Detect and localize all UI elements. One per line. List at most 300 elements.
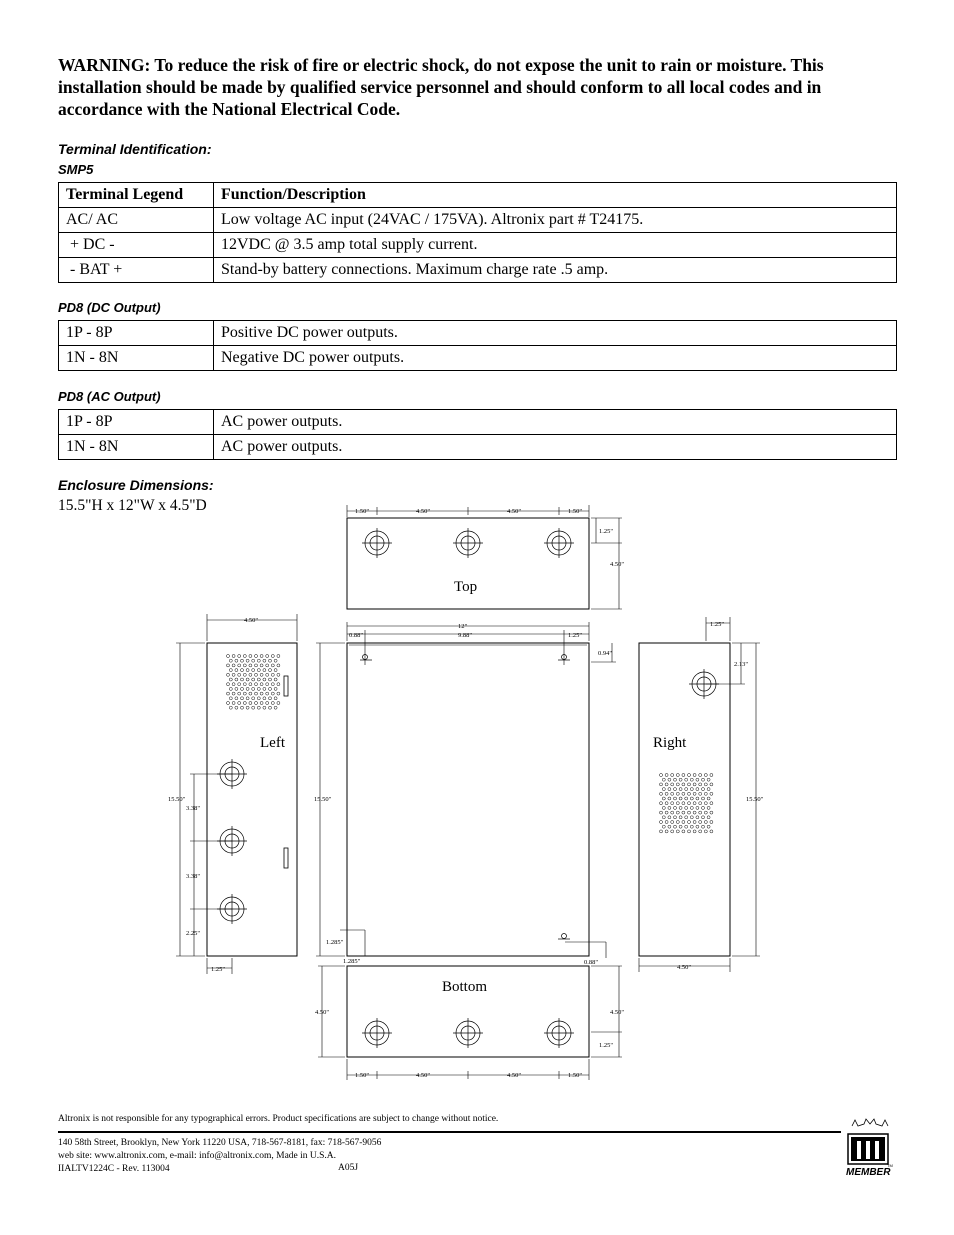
vent-hole	[699, 811, 702, 814]
vent-hole	[255, 683, 258, 686]
vent-hole	[255, 673, 258, 676]
vent-hole	[690, 788, 693, 791]
vent-hole	[246, 669, 249, 672]
vent-hole	[229, 697, 232, 700]
vent-hole	[674, 806, 677, 809]
vent-hole	[257, 678, 260, 681]
vent-hole	[690, 806, 693, 809]
knockout-hole	[453, 528, 483, 558]
vent-hole	[685, 797, 688, 800]
vent-hole	[274, 706, 277, 709]
knockout-hole	[362, 1018, 392, 1048]
vent-hole	[674, 788, 677, 791]
vent-hole	[235, 706, 238, 709]
table-cell: AC power outputs.	[214, 435, 897, 460]
table-cell: Negative DC power outputs.	[214, 346, 897, 371]
vent-hole	[671, 802, 674, 805]
table-cell: - BAT +	[59, 258, 214, 283]
vent-hole	[277, 702, 280, 705]
vent-hole	[688, 802, 691, 805]
vent-hole	[668, 816, 671, 819]
vent-hole	[685, 788, 688, 791]
vent-hole	[662, 806, 665, 809]
vent-hole	[660, 811, 663, 814]
vent-hole	[671, 774, 674, 777]
knockout-hole	[217, 759, 247, 789]
vent-hole	[269, 697, 272, 700]
vent-hole	[269, 669, 272, 672]
vent-hole	[266, 692, 269, 695]
dim-label: 0.88"	[349, 632, 364, 639]
vent-hole	[260, 673, 263, 676]
vent-hole	[243, 702, 246, 705]
vent-hole	[688, 811, 691, 814]
vent-hole	[660, 802, 663, 805]
vent-hole	[266, 702, 269, 705]
vent-hole	[696, 797, 699, 800]
vent-hole	[690, 778, 693, 781]
vent-hole	[707, 778, 710, 781]
dim-label: 0.94"	[598, 650, 613, 657]
dim-label: 1.50"	[568, 508, 583, 515]
vent-hole	[243, 683, 246, 686]
dim-label: 1.25"	[568, 632, 583, 639]
warning-text: WARNING: To reduce the risk of fire or electric shock, do not expose the unit to rain or moisture. This installation should be made by qualified service personnel and should conform to all local codes and in accordance with the National Electrical Code.	[58, 55, 824, 119]
left-view	[168, 614, 297, 974]
vent-hole	[707, 806, 710, 809]
vent-hole	[277, 655, 280, 658]
vent-hole	[266, 655, 269, 658]
vent-hole	[255, 702, 258, 705]
vent-hole	[232, 692, 235, 695]
vent-hole	[229, 687, 232, 690]
vent-hole	[676, 802, 679, 805]
vent-hole	[269, 659, 272, 662]
vent-hole	[277, 692, 280, 695]
table-cell: Stand-by battery connections. Maximum charge rate .5 amp.	[214, 258, 897, 283]
vent-hole	[676, 811, 679, 814]
vent-hole	[257, 687, 260, 690]
dim-label: 9.88"	[458, 632, 473, 639]
vent-hole	[255, 692, 258, 695]
vent-hole	[699, 821, 702, 824]
vent-hole	[688, 774, 691, 777]
vent-hole	[696, 825, 699, 828]
vent-hole	[671, 821, 674, 824]
knockout-hole	[217, 826, 247, 856]
vent-hole	[263, 659, 266, 662]
vent-hole	[243, 655, 246, 658]
vent-hole	[263, 669, 266, 672]
dim-label: 1.50"	[355, 1072, 370, 1079]
doc-number: IIALTV1224C - Rev. 113004	[58, 1164, 170, 1174]
vent-hole	[710, 792, 713, 795]
terminal-heading: Terminal Identification:	[58, 141, 212, 157]
vent-hole	[679, 806, 682, 809]
vent-hole	[238, 683, 241, 686]
vent-hole	[257, 659, 260, 662]
vent-hole	[682, 811, 685, 814]
vent-hole	[704, 830, 707, 833]
dim-label: 1.285"	[343, 958, 361, 965]
vent-hole	[685, 806, 688, 809]
vent-hole	[676, 783, 679, 786]
web-line: web site: www.altronix.com, e-mail: info@altronix.com, Made in U.S.A.	[58, 1151, 337, 1161]
disclaimer: Altronix is not responsible for any typographical errors. Product specifications are subject to change without notice.	[58, 1114, 499, 1124]
dim-label: 15.50"	[314, 796, 332, 803]
vent-hole	[707, 825, 710, 828]
vent-hole	[693, 821, 696, 824]
vent-hole	[229, 706, 232, 709]
vent-hole	[277, 683, 280, 686]
logo-tm: TM	[887, 1163, 893, 1168]
vent-hole	[232, 673, 235, 676]
vent-hole	[676, 792, 679, 795]
view-label-top: Top	[454, 579, 478, 595]
vent-hole	[249, 655, 252, 658]
vent-hole	[662, 788, 665, 791]
vent-hole	[674, 797, 677, 800]
vent-hole	[679, 816, 682, 819]
vent-hole	[693, 811, 696, 814]
vent-hole	[662, 797, 665, 800]
vent-hole	[271, 655, 274, 658]
vent-hole	[238, 664, 241, 667]
front-view	[314, 622, 616, 966]
vent-hole	[702, 806, 705, 809]
vent-hole	[699, 783, 702, 786]
vent-hole	[688, 792, 691, 795]
vent-hole	[665, 792, 668, 795]
table-cell: Positive DC power outputs.	[214, 321, 897, 346]
dim-label: 2.25"	[186, 930, 201, 937]
dim-label: 0.88"	[584, 959, 599, 966]
vent-hole	[274, 697, 277, 700]
vent-hole	[662, 816, 665, 819]
vent-grille	[227, 655, 280, 710]
vent-hole	[229, 678, 232, 681]
vent-hole	[255, 655, 258, 658]
vent-hole	[252, 706, 255, 709]
vent-hole	[688, 783, 691, 786]
dim-label: 1.50"	[355, 508, 370, 515]
top-view	[347, 505, 624, 609]
vent-hole	[682, 783, 685, 786]
pd8-dc-label: PD8 (DC Output)	[58, 300, 161, 315]
vent-hole	[232, 683, 235, 686]
table-cell: + DC -	[59, 233, 214, 258]
vent-hole	[679, 825, 682, 828]
dim-label: 1.25"	[211, 966, 226, 973]
vent-hole	[674, 816, 677, 819]
vent-hole	[710, 774, 713, 777]
vent-hole	[676, 821, 679, 824]
vent-hole	[269, 687, 272, 690]
vent-hole	[660, 830, 663, 833]
vent-hole	[266, 683, 269, 686]
vent-hole	[235, 687, 238, 690]
vent-hole	[690, 816, 693, 819]
vent-hole	[696, 806, 699, 809]
vent-hole	[271, 692, 274, 695]
vent-hole	[671, 792, 674, 795]
vent-hole	[676, 774, 679, 777]
vent-hole	[668, 797, 671, 800]
vent-hole	[260, 655, 263, 658]
dim-label: 1.25"	[599, 528, 614, 535]
vent-hole	[699, 792, 702, 795]
table-cell: AC power outputs.	[214, 410, 897, 435]
table-cell: 12VDC @ 3.5 amp total supply current.	[214, 233, 897, 258]
vent-hole	[227, 683, 230, 686]
vent-hole	[710, 821, 713, 824]
vent-hole	[235, 697, 238, 700]
vent-hole	[246, 678, 249, 681]
vent-hole	[665, 783, 668, 786]
vent-hole	[241, 706, 244, 709]
dim-label: 2.13"	[734, 661, 749, 668]
vent-hole	[710, 811, 713, 814]
pd8-ac-label: PD8 (AC Output)	[58, 389, 161, 404]
footer-address	[58, 1137, 381, 1176]
dim-label: 12"	[458, 623, 468, 630]
vent-hole	[271, 664, 274, 667]
vent-hole	[260, 702, 263, 705]
vent-hole	[704, 774, 707, 777]
vent-hole	[246, 697, 249, 700]
vent-hole	[674, 778, 677, 781]
vent-hole	[271, 702, 274, 705]
vent-hole	[238, 673, 241, 676]
right-view	[639, 617, 764, 972]
vent-hole	[227, 655, 230, 658]
vent-hole	[688, 821, 691, 824]
vent-hole	[679, 778, 682, 781]
vent-hole	[227, 664, 230, 667]
vent-hole	[227, 702, 230, 705]
vent-hole	[682, 774, 685, 777]
vent-hole	[238, 702, 241, 705]
table-cell: AC/ AC	[59, 208, 214, 233]
table-cell: 1N - 8N	[59, 435, 214, 460]
vent-hole	[263, 706, 266, 709]
dim-label: 1.25"	[599, 1042, 614, 1049]
knockout-hole	[362, 528, 392, 558]
vent-hole	[699, 774, 702, 777]
vent-hole	[704, 792, 707, 795]
vent-hole	[665, 811, 668, 814]
vent-hole	[704, 821, 707, 824]
vent-hole	[246, 687, 249, 690]
vent-hole	[260, 692, 263, 695]
vent-hole	[660, 774, 663, 777]
vent-hole	[235, 659, 238, 662]
vent-hole	[257, 706, 260, 709]
vent-hole	[269, 706, 272, 709]
vent-hole	[693, 783, 696, 786]
view-label-bottom: Bottom	[442, 979, 488, 995]
footer-divider	[58, 1131, 841, 1133]
vent-hole	[227, 692, 230, 695]
vent-hole	[685, 825, 688, 828]
dim-label: 4.50"	[416, 508, 431, 515]
vent-hole	[693, 802, 696, 805]
vent-hole	[249, 702, 252, 705]
table-cell: 1P - 8P	[59, 321, 214, 346]
vent-hole	[693, 774, 696, 777]
vent-hole	[232, 664, 235, 667]
vent-hole	[696, 816, 699, 819]
table-header: Function/Description	[214, 183, 897, 208]
enclosure-dims: 15.5"H x 12"W x 4.5"D	[58, 497, 207, 514]
dim-label: 1.50"	[568, 1072, 583, 1079]
vent-hole	[266, 664, 269, 667]
vent-hole	[665, 830, 668, 833]
vent-hole	[235, 678, 238, 681]
slot	[284, 848, 288, 868]
vent-hole	[668, 778, 671, 781]
vent-hole	[685, 778, 688, 781]
vent-hole	[699, 802, 702, 805]
vent-hole	[671, 830, 674, 833]
vent-hole	[277, 673, 280, 676]
dim-label: 1.285"	[326, 939, 344, 946]
vent-hole	[243, 673, 246, 676]
dim-label: 4.50"	[610, 1009, 625, 1016]
vent-hole	[707, 797, 710, 800]
vent-hole	[252, 697, 255, 700]
vent-hole	[702, 788, 705, 791]
dim-label: 15.50"	[746, 796, 764, 803]
vent-hole	[685, 816, 688, 819]
vent-hole	[260, 683, 263, 686]
vent-hole	[274, 687, 277, 690]
address-line: 140 58th Street, Brooklyn, New York 11220 USA, 718-567-8181, fax: 718-567-9056	[58, 1138, 382, 1148]
vent-hole	[690, 825, 693, 828]
vent-hole	[241, 678, 244, 681]
vent-hole	[269, 678, 272, 681]
vent-hole	[662, 825, 665, 828]
vent-hole	[274, 669, 277, 672]
vent-hole	[671, 811, 674, 814]
vent-hole	[271, 673, 274, 676]
vent-hole	[241, 659, 244, 662]
vent-hole	[232, 702, 235, 705]
vent-hole	[252, 678, 255, 681]
knockout-hole	[453, 1018, 483, 1048]
vent-hole	[257, 697, 260, 700]
dim-label: 1.25"	[710, 621, 725, 628]
vent-hole	[252, 687, 255, 690]
dim-label: 4.50"	[244, 617, 259, 624]
vent-hole	[679, 797, 682, 800]
vent-hole	[710, 783, 713, 786]
knockout-hole	[217, 894, 247, 924]
vent-hole	[266, 673, 269, 676]
vent-hole	[676, 830, 679, 833]
vent-hole	[702, 825, 705, 828]
table-cell: Low voltage AC input (24VAC / 175VA). Altronix part # T24175.	[214, 208, 897, 233]
slot	[284, 676, 288, 696]
vent-hole	[229, 659, 232, 662]
vent-hole	[227, 673, 230, 676]
vent-hole	[260, 664, 263, 667]
dim-label: 15.50"	[168, 796, 186, 803]
knockout-hole	[689, 669, 719, 699]
vent-hole	[693, 792, 696, 795]
dim-label: 3.38"	[186, 805, 201, 812]
vent-hole	[229, 669, 232, 672]
vent-hole	[246, 659, 249, 662]
dim-label: 4.50"	[677, 964, 692, 971]
vent-hole	[263, 687, 266, 690]
vent-hole	[238, 655, 241, 658]
vent-hole	[682, 802, 685, 805]
vent-hole	[710, 830, 713, 833]
vent-hole	[660, 821, 663, 824]
vent-hole	[671, 783, 674, 786]
vent-hole	[243, 664, 246, 667]
vent-hole	[668, 825, 671, 828]
vent-hole	[682, 821, 685, 824]
vent-hole	[249, 683, 252, 686]
vent-hole	[668, 806, 671, 809]
table-cell: 1N - 8N	[59, 346, 214, 371]
vent-hole	[235, 669, 238, 672]
vent-hole	[662, 778, 665, 781]
vent-hole	[704, 802, 707, 805]
knockout-hole	[544, 528, 574, 558]
vent-hole	[255, 664, 258, 667]
vent-hole	[660, 792, 663, 795]
vent-hole	[263, 678, 266, 681]
dim-label: 4.50"	[416, 1072, 431, 1079]
vent-hole	[249, 664, 252, 667]
vent-hole	[665, 802, 668, 805]
knockout-hole	[544, 1018, 574, 1048]
vent-hole	[693, 830, 696, 833]
vent-hole	[688, 830, 691, 833]
vent-hole	[699, 830, 702, 833]
mount-hole	[360, 655, 372, 661]
mount-hole	[558, 934, 570, 940]
bottom-view	[315, 966, 624, 1080]
dim-label: 4.50"	[507, 508, 522, 515]
enclosure-heading: Enclosure Dimensions:	[58, 477, 214, 493]
vent-hole	[243, 692, 246, 695]
vent-grille	[660, 774, 713, 833]
vent-hole	[238, 692, 241, 695]
vent-hole	[241, 697, 244, 700]
vent-hole	[674, 825, 677, 828]
vent-hole	[274, 678, 277, 681]
vent-hole	[702, 778, 705, 781]
dim-label: 4.50"	[315, 1009, 330, 1016]
vent-hole	[668, 788, 671, 791]
doc-code: A05J	[338, 1163, 359, 1173]
vent-hole	[665, 774, 668, 777]
vent-hole	[707, 816, 710, 819]
vent-hole	[263, 697, 266, 700]
vent-hole	[249, 673, 252, 676]
vent-hole	[257, 669, 260, 672]
smp5-label: SMP5	[58, 162, 94, 177]
vent-hole	[660, 783, 663, 786]
vent-hole	[232, 655, 235, 658]
view-label-left: Left	[260, 735, 285, 751]
vent-hole	[249, 692, 252, 695]
vent-hole	[702, 816, 705, 819]
